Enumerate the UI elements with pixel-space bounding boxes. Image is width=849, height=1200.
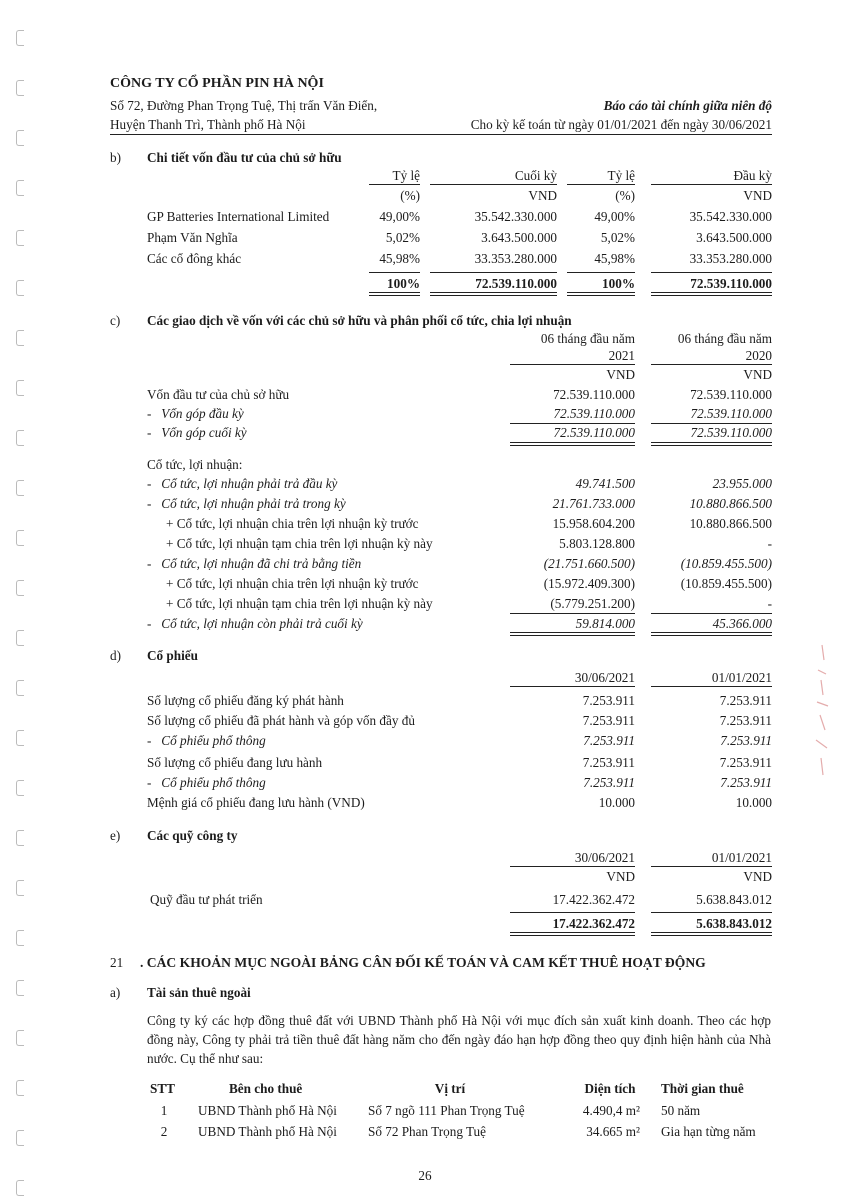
row-name: - Cổ tức, lợi nhuận phải trả đầu kỳ [147,476,338,491]
cell: 100% [387,276,420,291]
section-a-label: a) [110,985,121,1000]
row-name: Mệnh giá cổ phiếu đang lưu hành (VND) [147,795,365,810]
section-d-label: d) [110,648,121,663]
unit-ratio-begin: (%) [615,188,635,203]
cell: 33.353.280.000 [689,251,772,266]
cell: 5,02% [385,230,420,245]
cell: 7.253.911 [582,755,635,770]
cell: 5.803.128.800 [559,536,635,551]
cell: 34.665 m² [586,1124,640,1139]
cell: 59.814.000 [575,616,635,631]
cell: 3.643.500.000 [481,230,557,245]
cell: 100% [602,276,635,291]
row-name: + Cổ tức, lợi nhuận chia trên lợi nhuận kỳ trước [166,576,419,591]
section-e-label: e) [110,828,121,843]
header-ratio-begin: Tỷ lệ [607,168,635,183]
section-b-title: Chi tiết vốn đầu tư của chủ sở hữu [147,150,342,165]
col-b-unit: VND [743,367,772,382]
row-name: + Cổ tức, lợi nhuận chia trên lợi nhuận kỳ trước [166,516,419,531]
header-rule [110,134,772,135]
cell: Gia hạn từng năm [661,1124,756,1139]
row-name: - Cổ phiếu phổ thông [147,775,266,790]
cell: 45.366.000 [712,616,772,631]
cell: 33.353.280.000 [474,251,557,266]
cell: 10.000 [735,795,772,810]
col-b-date: 01/01/2021 [711,850,772,865]
col-b-date: 01/01/2021 [711,670,772,685]
cell: 49.741.500 [575,476,635,491]
row-name: Số lượng cổ phiếu đã phát hành và góp vốn đầy đủ [147,713,415,728]
cell: 5.638.843.012 [696,916,772,931]
row-name: - Cổ tức, lợi nhuận còn phải trả cuối kỳ [147,616,363,631]
cell: 7.253.911 [583,775,635,790]
company-address-line2: Huyện Thanh Trì, Thành phố Hà Nội [110,117,306,132]
cell: 72.539.110.000 [690,425,772,440]
cell: (10.859.455.500) [680,576,772,591]
row-name: GP Batteries International Limited [147,209,330,224]
cell: 72.539.110.000 [553,387,635,402]
margin-stamp [808,640,838,790]
section-21-title: . CÁC KHOẢN MỤC NGOÀI BẢNG CÂN ĐỐI KẾ TOÁN VÀ CAM KẾT THUÊ HOẠT ĐỘNG [140,955,706,970]
company-address-line1: Số 72, Đường Phan Trọng Tuệ, Thị trấn Văn Điển, [110,98,378,113]
cell: Số 72 Phan Trọng Tuệ [368,1124,487,1139]
col-a-year: 2021 [608,348,635,363]
col-a-unit: VND [606,869,635,884]
unit-ratio-end: (%) [400,188,420,203]
company-name: CÔNG TY CỔ PHẦN PIN HÀ NỘI [110,76,324,91]
cell: 10.880.866.500 [689,516,772,531]
cell: 72.539.110.000 [690,276,772,291]
header-begin-period: Đầu kỳ [733,168,772,183]
cell: 7.253.911 [582,713,635,728]
cell: (15.972.409.300) [543,576,635,591]
section-a-title: Tài sản thuê ngoài [147,985,251,1000]
row-name: Phạm Văn Nghĩa [147,230,238,245]
cell: 7.253.911 [720,775,772,790]
header-end-period: Cuối kỳ [514,168,557,183]
cell: 1 [160,1103,168,1118]
report-period: Cho kỳ kế toán từ ngày 01/01/2021 đến ngày 30/06/2021 [470,117,772,132]
row-name: + Cổ tức, lợi nhuận tạm chia trên lợi nhuận kỳ này [166,536,433,551]
unit-begin-period: VND [743,188,772,203]
cell: 7.253.911 [719,693,772,708]
lease-paragraph: Công ty ký các hợp đồng thuê đất với UBND Thành phố Hà Nội với mục đích sản xuất kinh doanh. Theo các hợp đồng này, Công ty phải trả tiền thuê đất hàng năm cho đến ngày đáo hạn hợp đồng theo quy định hiện hành của Nhà nước. Cụ thể như sau: [147,1013,771,1066]
report-title: Báo cáo tài chính giữa niên độ [603,98,772,113]
cell: 17.422.362.472 [552,892,635,907]
cell: 5,02% [600,230,635,245]
section-c-label: c) [110,313,121,328]
cell: 21.761.733.000 [552,496,635,511]
cell: (5.779.251.200) [550,596,635,611]
row-name: Các cổ đông khác [147,251,242,266]
cell: 7.253.911 [720,733,772,748]
header-ratio-end: Tỷ lệ [392,168,420,183]
col-a-unit: VND [606,367,635,382]
header-location: Vị trí [434,1081,466,1096]
cell: UBND Thành phố Hà Nội [198,1103,337,1118]
cell: 45,98% [379,251,420,266]
row-name: + Cổ tức, lợi nhuận tạm chia trên lợi nhuận kỳ này [166,596,433,611]
cell: 3.643.500.000 [696,230,772,245]
cell: 35.542.330.000 [474,209,557,224]
header-stt: STT [150,1081,175,1096]
section-b-label: b) [110,150,121,165]
section-c-title: Các giao dịch về vốn với các chủ sở hữu và phân phối cổ tức, chia lợi nhuận [147,313,572,328]
row-name: - Cổ tức, lợi nhuận phải trả trong kỳ [147,496,346,511]
col-b-unit: VND [743,869,772,884]
cell: 10.880.866.500 [689,496,772,511]
cell: UBND Thành phố Hà Nội [198,1124,337,1139]
row-name: - Vốn góp cuối kỳ [147,425,247,440]
cell: 7.253.911 [583,733,635,748]
cell: 7.253.911 [719,713,772,728]
cell: 5.638.843.012 [696,892,772,907]
cell: 10.000 [598,795,635,810]
cell: 2 [160,1124,168,1139]
cell: 23.955.000 [712,476,772,491]
cell: 7.253.911 [582,693,635,708]
cell: 72.539.110.000 [690,387,772,402]
col-b-year: 2020 [745,348,772,363]
section-21-number: 21 [110,955,124,970]
cell: 4.490,4 m² [582,1103,640,1118]
cell: 72.539.110.000 [690,406,772,421]
row-name: Quỹ đầu tư phát triển [150,892,263,907]
row-name: Số lượng cổ phiếu đang lưu hành [147,755,323,770]
cell: 49,00% [594,209,635,224]
cell: 72.539.110.000 [475,276,557,291]
cell: 49,00% [379,209,420,224]
cell: (21.751.660.500) [543,556,635,571]
cell: 35.542.330.000 [689,209,772,224]
cell: 45,98% [594,251,635,266]
cell: - [767,536,772,551]
cell: 72.539.110.000 [553,425,635,440]
row-name: Vốn đầu tư của chủ sở hữu [147,387,290,402]
row-name: Số lượng cổ phiếu đăng ký phát hành [147,693,344,708]
cell: 7.253.911 [719,755,772,770]
cell: 72.539.110.000 [553,406,635,421]
col-b-header: 06 tháng đầu năm [677,331,772,346]
cell: 15.958.604.200 [552,516,635,531]
row-name: - Cổ tức, lợi nhuận đã chi trả bằng tiền [147,556,362,571]
col-a-date: 30/06/2021 [574,670,635,685]
row-name: - Cổ phiếu phổ thông [147,733,266,748]
header-area: Diện tích [584,1081,636,1096]
page-number: 26 [418,1168,432,1183]
section-e-title: Các quỹ công ty [147,828,238,843]
cell: 50 năm [661,1103,701,1118]
dividend-heading: Cổ tức, lợi nhuận: [147,457,243,472]
col-a-date: 30/06/2021 [574,850,635,865]
header-term: Thời gian thuê [661,1081,744,1096]
col-a-header: 06 tháng đầu năm [540,331,635,346]
cell: Số 7 ngõ 111 Phan Trọng Tuệ [368,1103,525,1118]
row-name: - Vốn góp đầu kỳ [147,406,244,421]
section-d-title: Cổ phiếu [147,648,198,663]
header-lessor: Bên cho thuê [229,1081,303,1096]
cell: 17.422.362.472 [552,916,635,931]
cell: (10.859.455.500) [680,556,772,571]
unit-end-period: VND [528,188,557,203]
cell: - [767,596,772,611]
